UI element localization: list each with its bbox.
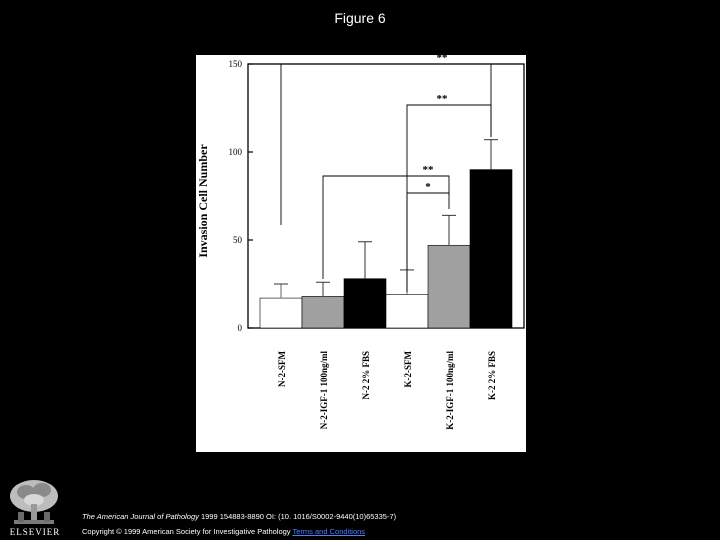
category-label: N-2-IGF-1 100ng/ml — [319, 351, 329, 430]
bar — [260, 298, 302, 328]
citation-details: 1999 154883-8890 OI: (10. 1016/S0002-9440(10)65335-7) — [198, 512, 397, 521]
copyright-text: Copyright © 1999 American Society for Investigative Pathology — [82, 527, 293, 536]
bar — [386, 295, 428, 328]
significance-label: ** — [436, 93, 448, 105]
significance-bracket — [281, 64, 491, 225]
y-tick-label: 100 — [228, 147, 242, 157]
publisher-name: ELSEVIER — [9, 527, 61, 537]
significance-label: ** — [422, 164, 434, 176]
y-axis-label: Invasion Cell Number — [196, 144, 210, 258]
bar-chart — [196, 55, 526, 452]
slide-title: Figure 6 — [334, 10, 386, 26]
y-tick-label: 150 — [228, 59, 242, 69]
copyright — [82, 527, 365, 536]
journal-name: The American Journal of Pathology — [82, 512, 199, 521]
figure-panel — [196, 55, 526, 452]
bar — [344, 279, 386, 328]
bar — [302, 296, 344, 328]
elsevier-tree-logo — [6, 478, 62, 528]
citation — [82, 512, 396, 521]
category-label: N-2-SFM — [277, 351, 287, 387]
category-label: K-2-SFM — [403, 351, 413, 388]
significance-label: * — [425, 181, 431, 193]
y-tick-label: 50 — [233, 235, 242, 245]
y-tick-label: 0 — [237, 323, 242, 333]
significance-label: ** — [436, 55, 448, 64]
category-label: N-2 2% FBS — [361, 351, 371, 400]
category-label: K-2-IGF-1 100ng/ml — [445, 351, 455, 430]
category-label: K-2 2% FBS — [487, 351, 497, 401]
bar — [470, 170, 512, 328]
terms-link[interactable]: Terms and Conditions — [292, 527, 366, 536]
bar — [428, 245, 470, 328]
